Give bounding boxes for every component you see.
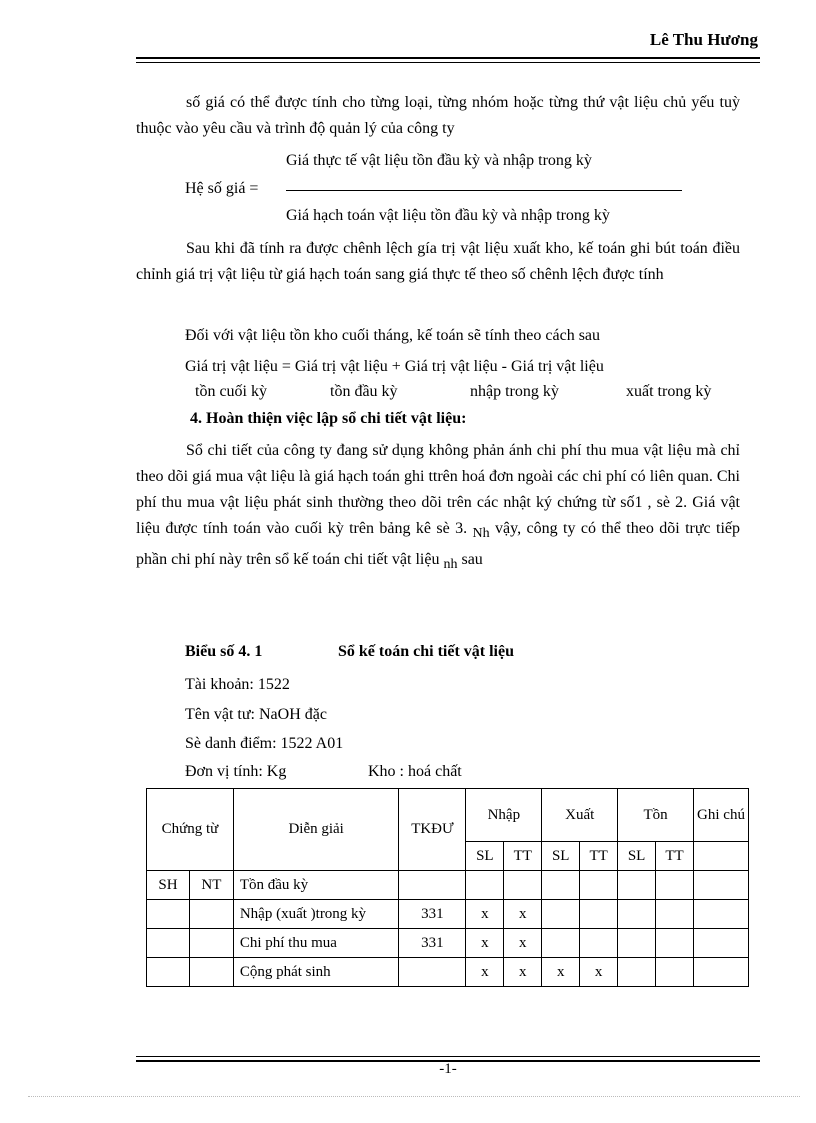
header-nhap: Nhập bbox=[466, 789, 542, 842]
cell-value bbox=[466, 871, 504, 900]
header-ghichu: Ghi chú bbox=[694, 789, 749, 842]
cell-value bbox=[542, 929, 580, 958]
paragraph-detail-ledger bbox=[136, 438, 740, 578]
paragraph-ending-stock: Đối với vật liệu tồn kho cuối tháng, kế toán sẽ tính theo cách sau bbox=[185, 327, 601, 344]
cell-sh bbox=[147, 958, 190, 987]
header-xuat: Xuất bbox=[542, 789, 618, 842]
cell-sh bbox=[147, 900, 190, 929]
subheader-cell: SL bbox=[466, 842, 504, 871]
header-rule bbox=[136, 57, 760, 59]
cell-value bbox=[542, 871, 580, 900]
cell-value: x bbox=[504, 900, 542, 929]
cell-value bbox=[656, 958, 694, 987]
cell-value bbox=[504, 871, 542, 900]
header-rule-thin bbox=[136, 62, 760, 63]
code-line: Sè danh điểm: 1522 A01 bbox=[185, 735, 344, 752]
cell-note bbox=[694, 900, 749, 929]
cell-desc: Cộng phát sinh bbox=[233, 958, 399, 987]
cell-value bbox=[618, 958, 656, 987]
cell-desc: Tồn đầu kỳ bbox=[233, 871, 399, 900]
cell-value bbox=[656, 871, 694, 900]
subheader-cell: TT bbox=[504, 842, 542, 871]
paragraph-text: Sổ chi tiết của công ty đang sử dụng không phản ánh chi phí thu mua vật liệu mà chỉ theo dõi giá mua vật liệu là giá hạch toán ghi ttrên hoá đơn ngoài các chi phí có liên quan. Chi phí thu mua vật liệu phát sinh thường theo dõi trên các nhật ký chứng từ số1 , sè 2. Giá vật liệu được tính toán vào cuối kỳ trên bảng kê sè 3. bbox=[136, 442, 740, 537]
cell-nt bbox=[189, 929, 233, 958]
table-header-row bbox=[147, 789, 749, 842]
cell-value: x bbox=[466, 900, 504, 929]
ledger-table bbox=[146, 788, 749, 987]
subheader-cell bbox=[694, 842, 749, 871]
cell-tk bbox=[399, 871, 466, 900]
formula-denominator: Giá hạch toán vật liệu tồn đầu kỳ và nhập trong kỳ bbox=[286, 207, 610, 224]
cell-value bbox=[618, 900, 656, 929]
account-line: Tài khoản: 1522 bbox=[185, 676, 290, 693]
cell-note bbox=[694, 958, 749, 987]
warehouse-line: Kho : hoá chất bbox=[368, 763, 462, 780]
unit-line: Đơn vị tính: Kg bbox=[185, 763, 287, 780]
cell-note bbox=[694, 929, 749, 958]
cell-value: x bbox=[466, 929, 504, 958]
cell-value: x bbox=[580, 958, 618, 987]
superscript-fragment: nh bbox=[443, 557, 458, 573]
page-number: -1- bbox=[439, 1061, 457, 1077]
cell-nt bbox=[189, 958, 233, 987]
cell-value: x bbox=[542, 958, 580, 987]
fraction-bar bbox=[286, 190, 682, 191]
cell-value bbox=[580, 900, 618, 929]
table-row bbox=[147, 958, 749, 987]
section-heading: 4. Hoàn thiện việc lập sổ chi tiết vật liệu: bbox=[190, 410, 467, 427]
subheader-cell: SL bbox=[618, 842, 656, 871]
subheader-cell: TT bbox=[656, 842, 694, 871]
cell-nt bbox=[189, 900, 233, 929]
subheader-cell: TT bbox=[580, 842, 618, 871]
cell-value bbox=[618, 871, 656, 900]
cell-value bbox=[618, 929, 656, 958]
header-chungtu: Chứng từ bbox=[147, 789, 234, 871]
cell-nt: NT bbox=[189, 871, 233, 900]
cell-sh bbox=[147, 929, 190, 958]
formula-ending-value: Giá trị vật liệu = Giá trị vật liệu + Giá trị vật liệu - Giá trị vật liệu bbox=[185, 358, 604, 375]
header-diengiai: Diễn giải bbox=[233, 789, 399, 871]
paragraph-text: sau bbox=[461, 551, 483, 569]
cell-sh: SH bbox=[147, 871, 190, 900]
header-tkdu: TKĐƯ bbox=[399, 789, 466, 871]
author-name: Lê Thu Hương bbox=[649, 30, 758, 49]
superscript-fragment: Nh bbox=[472, 526, 490, 542]
formula-term: tồn cuối kỳ bbox=[195, 383, 267, 400]
cell-value bbox=[580, 929, 618, 958]
header-ton: Tồn bbox=[618, 789, 694, 842]
table-row bbox=[147, 929, 749, 958]
formula-numerator: Giá thực tế vật liệu tồn đầu kỳ và nhập trong kỳ bbox=[286, 152, 592, 169]
material-line: Tên vật tư: NaOH đặc bbox=[185, 706, 327, 723]
subheader-cell: SL bbox=[542, 842, 580, 871]
table-row bbox=[147, 900, 749, 929]
footer-rule-thin bbox=[136, 1056, 760, 1057]
cell-value bbox=[580, 871, 618, 900]
cell-tk: 331 bbox=[399, 929, 466, 958]
paragraph-adjustment: Sau khi đã tính ra được chênh lệch gía trị vật liệu xuất kho, kế toán ghi bút toán điều chỉnh giá trị vật liệu từ giá hạch toán sang giá thực tế theo số chênh lệch được tính bbox=[136, 240, 740, 283]
cell-tk: 331 bbox=[399, 900, 466, 929]
cell-desc: Chi phí thu mua bbox=[233, 929, 399, 958]
cell-value bbox=[542, 900, 580, 929]
page-edge-divider bbox=[28, 1096, 800, 1097]
paragraph-text: vậy, công ty có thể theo dõi trực tiếp phần chi phí này trên sổ kế toán chi tiết vật liệu bbox=[136, 520, 741, 569]
formula-term: tồn đầu kỳ bbox=[330, 383, 398, 400]
cell-value bbox=[656, 929, 694, 958]
paragraph-price-coefficient: số giá có thể được tính cho từng loại, từng nhóm hoặc từng thứ vật liệu chủ yếu tuỳ thuộc vào yêu cầu và trình độ quản lý của công ty bbox=[136, 94, 740, 137]
table-row bbox=[147, 871, 749, 900]
form-label: Biểu số 4. 1 bbox=[185, 643, 263, 660]
formula-term: xuất trong kỳ bbox=[626, 383, 712, 400]
form-title: Sổ kế toán chi tiết vật liệu bbox=[338, 643, 514, 660]
cell-value bbox=[656, 900, 694, 929]
cell-value: x bbox=[504, 958, 542, 987]
cell-note bbox=[694, 871, 749, 900]
cell-tk bbox=[399, 958, 466, 987]
cell-value: x bbox=[466, 958, 504, 987]
formula-label: Hệ số giá = bbox=[185, 180, 259, 197]
formula-term: nhập trong kỳ bbox=[470, 383, 559, 400]
cell-desc: Nhập (xuất )trong kỳ bbox=[233, 900, 399, 929]
cell-value: x bbox=[504, 929, 542, 958]
